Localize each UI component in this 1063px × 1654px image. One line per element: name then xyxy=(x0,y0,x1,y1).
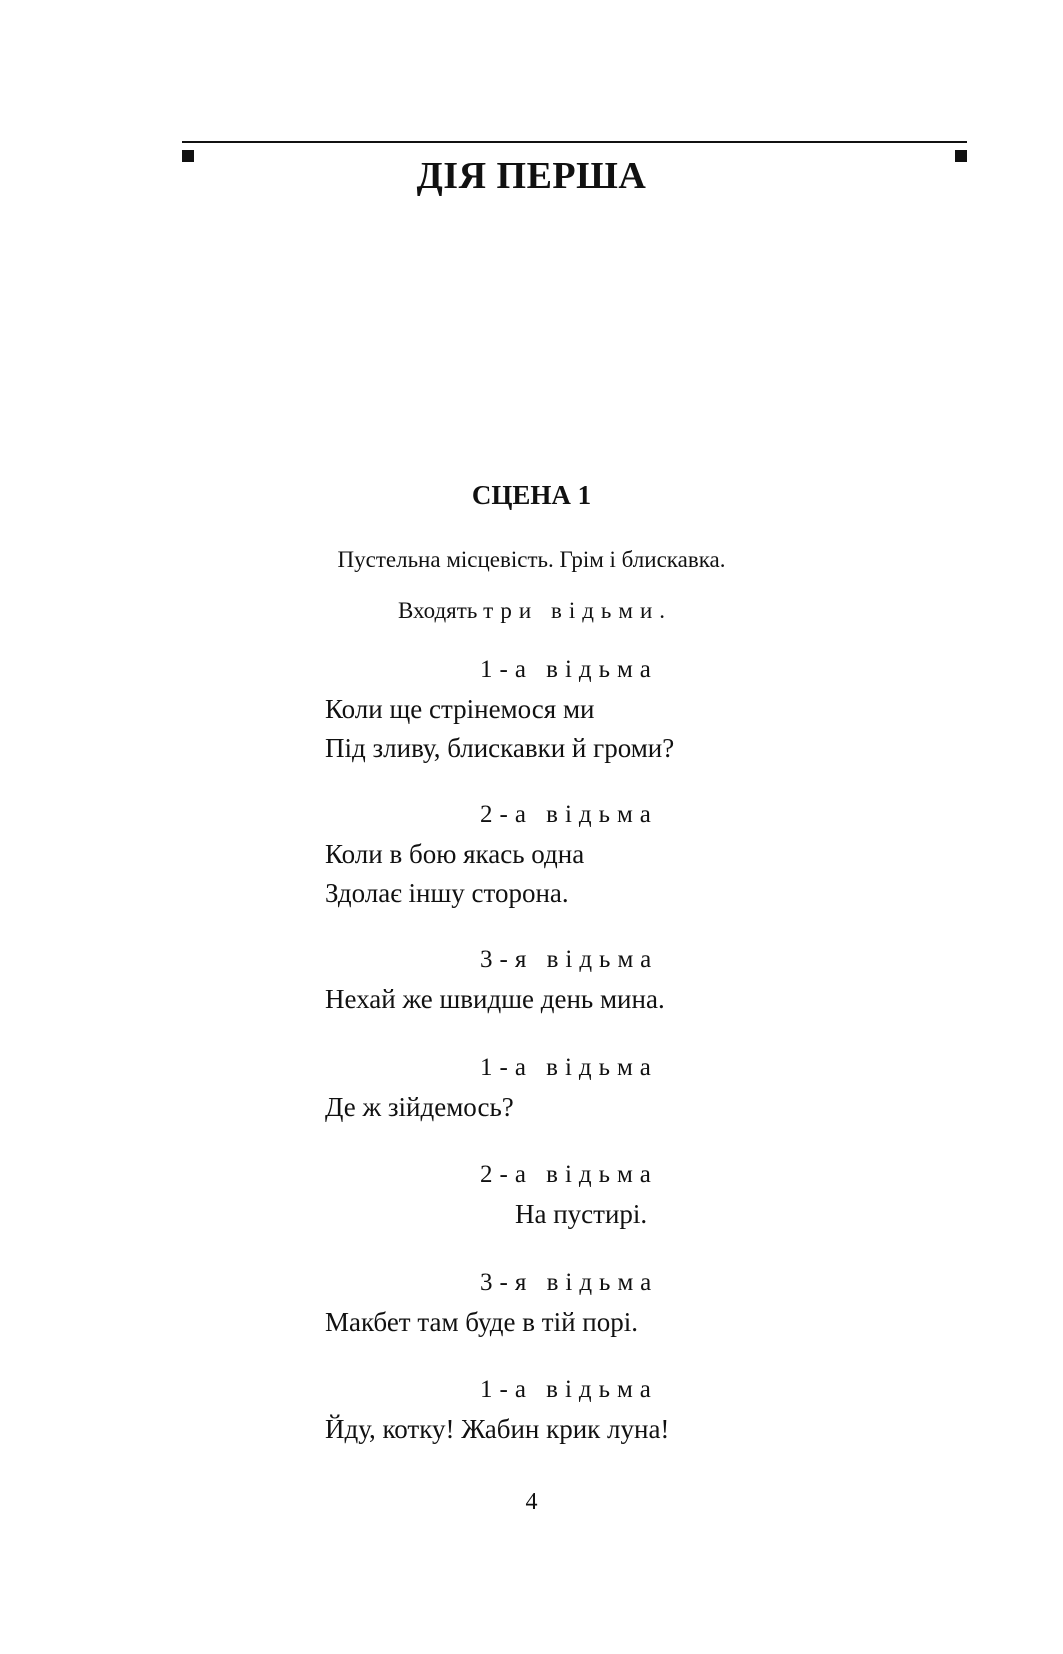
entrance-verb: Входять xyxy=(397,598,478,623)
speech-block xyxy=(325,1370,925,1449)
speech-block xyxy=(325,795,925,913)
act-title: ДІЯ ПЕРША xyxy=(416,155,647,197)
entrance-period: . xyxy=(659,598,666,623)
verse-line: Де ж зійдемось? xyxy=(325,1092,514,1122)
speaker-name: 1-а відьма xyxy=(480,656,658,683)
speaker-name: 1-а відьма xyxy=(480,1054,658,1081)
verse-line: На пустирі. xyxy=(515,1199,648,1229)
speaker-name: 2-а відьма xyxy=(480,1161,658,1188)
speech-block xyxy=(325,650,925,768)
verse-line: Нехай же швидше день мина. xyxy=(325,984,665,1014)
verse-line: Здолає іншу сторона. xyxy=(325,878,569,908)
speaker-name: 3-я відьма xyxy=(480,1269,659,1296)
verse-line: Йду, котку! Жабин крик луна! xyxy=(325,1414,670,1444)
header-rule xyxy=(182,141,967,143)
page-number: 4 xyxy=(525,1489,538,1515)
stage-direction-entrance xyxy=(0,598,1063,624)
verse-line: Коли в бою якась одна xyxy=(325,839,585,869)
verse-line: Коли ще стрінемося ми xyxy=(325,694,595,724)
scene-title: СЦЕНА 1 xyxy=(471,480,592,510)
speaker-name: 3-я відьма xyxy=(480,946,659,973)
entrance-characters: три відьми xyxy=(483,598,660,623)
speech-block xyxy=(325,1263,925,1342)
verse-line: Макбет там буде в тій порі. xyxy=(325,1307,638,1337)
stage-direction-setting: Пустельна місцевість. Грім і блискавка. xyxy=(337,547,726,572)
speech-block xyxy=(325,1048,925,1127)
verse-line: Під зливу, блискавки й громи? xyxy=(325,733,675,763)
speaker-name: 2-а відьма xyxy=(480,801,658,828)
speech-block xyxy=(325,1155,925,1234)
speech-block xyxy=(325,940,925,1019)
speaker-name: 1-а відьма xyxy=(480,1376,658,1403)
